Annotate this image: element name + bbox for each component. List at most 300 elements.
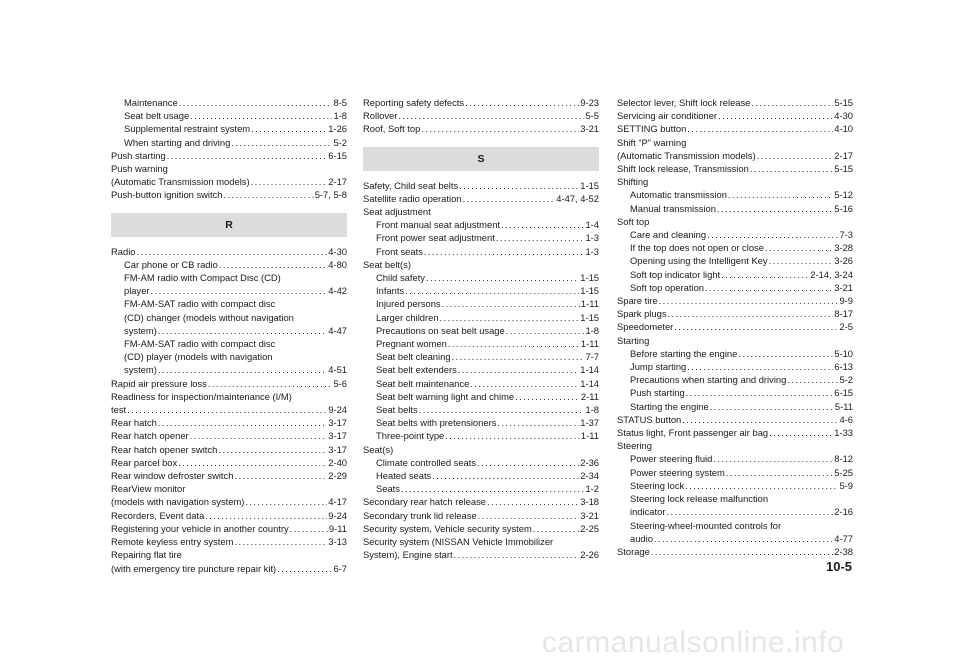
dot-leader: [158, 363, 327, 376]
index-entry-text: Opening using the Intelligent Key: [630, 255, 768, 267]
index-entry: [111, 297, 347, 337]
dot-leader: [666, 505, 833, 518]
index-entry: [617, 413, 853, 426]
index-entry: [617, 96, 853, 109]
index-entry-text: Rear hatch opener switch: [111, 443, 218, 455]
index-entry-page: 4-30: [834, 110, 853, 122]
index-entry-text: Seat belt(s): [363, 258, 411, 270]
index-entry-page: 4-51: [328, 364, 347, 376]
index-entry-page: 4-77: [834, 532, 853, 544]
index-entry-text: Soft top indicator light: [630, 268, 721, 280]
index-entry-text: Shift “P” warning: [617, 136, 687, 148]
index-entry-text: STATUS button: [617, 413, 682, 425]
index-entry-text: Soft top: [617, 215, 650, 227]
index-entry: [363, 284, 599, 297]
index-entry: [617, 347, 853, 360]
index-entry-text: Steering lock release malfunction: [630, 493, 769, 505]
index-entry-page: 5-15: [834, 163, 853, 175]
index-entry-text: Seat(s): [363, 443, 394, 455]
index-entry-page: 3-21: [580, 509, 599, 521]
dot-leader: [127, 403, 327, 416]
index-entry: [363, 469, 599, 482]
index-entry-page: 4-42: [328, 285, 347, 297]
index-entry: [617, 136, 853, 162]
index-entry-page: 1-37: [580, 417, 599, 429]
dot-leader: [787, 373, 838, 386]
dot-leader: [682, 413, 838, 426]
index-entry-page: 5-6: [333, 377, 347, 389]
index-entry: [617, 215, 853, 228]
dot-leader: [251, 175, 328, 188]
dot-leader: [245, 495, 327, 508]
index-entry-text: Seat belt extenders: [376, 364, 457, 376]
dot-leader: [686, 386, 834, 399]
index-entry-page: 1-14: [580, 364, 599, 376]
index-entry-page: 1-4: [585, 219, 599, 231]
index-entry: [363, 522, 599, 535]
index-entry-text: Registering your vehicle in another country: [111, 522, 289, 534]
dot-leader: [421, 122, 579, 135]
index-entry-page: 6-7: [333, 562, 347, 574]
index-entry: [617, 281, 853, 294]
index-entry: [617, 320, 853, 333]
index-entry-text: Seat belt maintenance: [376, 377, 470, 389]
index-entry: [111, 456, 347, 469]
index-entry: [111, 109, 347, 122]
index-entry-text: When starting and driving: [124, 136, 231, 148]
index-entry-text: Rear window defroster switch: [111, 470, 234, 482]
index-entry: [363, 429, 599, 442]
dot-leader: [769, 254, 834, 267]
dot-leader: [440, 311, 580, 324]
index-entry-text: Climate controlled seats: [376, 456, 477, 468]
index-entry-text: Seat belt usage: [124, 110, 190, 122]
dot-leader: [445, 429, 580, 442]
index-entry: [617, 439, 853, 452]
index-entry-text: (with emergency tire puncture repair kit): [111, 562, 277, 574]
index-entry-text: Rear hatch: [111, 417, 157, 429]
index-entry-text: Readiness for inspection/maintenance (I/M): [111, 390, 292, 402]
index-entry: [617, 307, 853, 320]
index-entry-text: Recorders, Event data: [111, 509, 205, 521]
index-entry: [111, 122, 347, 135]
dot-leader: [674, 320, 838, 333]
index-entry-page: 2-38: [834, 545, 853, 557]
index-entry: [617, 519, 853, 545]
index-entry: [617, 241, 853, 254]
index-entry: [363, 122, 599, 135]
dot-leader: [497, 416, 579, 429]
index-entry: [363, 205, 599, 218]
dot-leader: [707, 228, 838, 241]
index-entry: [111, 245, 347, 258]
index-entry-text: Starting: [617, 334, 650, 346]
dot-leader: [208, 377, 333, 390]
index-entry: [111, 162, 347, 188]
dot-leader: [158, 416, 327, 429]
index-entry: [111, 429, 347, 442]
dot-leader: [728, 188, 833, 201]
dot-leader: [426, 271, 579, 284]
index-entry-page: 4-80: [328, 258, 347, 270]
index-entry-page: 5-15: [834, 97, 853, 108]
index-entry-text: player: [124, 285, 150, 297]
index-entry-page: 4-47: [328, 324, 347, 336]
dot-leader: [459, 179, 579, 192]
index-entry-page: 1-8: [585, 324, 599, 336]
index-entry-text: (models with navigation system): [111, 496, 245, 508]
index-entry-text: Push-button ignition switch: [111, 189, 223, 201]
index-entry-text: Steering: [617, 440, 652, 452]
dot-leader: [769, 426, 833, 439]
index-entry-page: 5-5: [585, 110, 599, 122]
index-entry: [617, 545, 853, 558]
index-entry: [617, 162, 853, 175]
index-entry-text: Spark plugs: [617, 308, 667, 320]
index-entry: [363, 258, 599, 271]
index-entry-page: 4-47, 4-52: [556, 192, 599, 204]
dot-leader: [738, 347, 833, 360]
index-entry-page: 1-3: [585, 232, 599, 244]
index-entry: [111, 509, 347, 522]
index-entry: [363, 311, 599, 324]
dot-leader: [713, 452, 833, 465]
index-entry-page: 3-28: [834, 242, 853, 254]
index-entry-text: test: [111, 404, 127, 416]
index-entry-page: 9-9: [839, 295, 853, 307]
dot-leader: [515, 390, 580, 403]
dot-leader: [477, 456, 579, 469]
dot-leader: [448, 337, 580, 350]
index-entry: [617, 400, 853, 413]
dot-leader: [751, 96, 833, 109]
index-entry-text: (CD) changer (models without navigation: [124, 311, 294, 323]
dot-leader: [721, 268, 809, 281]
index-entry-page: 2-40: [328, 456, 347, 468]
index-entry-text: Remote keyless entry system: [111, 536, 234, 548]
index-entry: [617, 254, 853, 267]
index-entry-text: Storage: [617, 545, 650, 557]
index-entry-text: Reporting safety defects: [363, 97, 465, 108]
index-entry: [111, 390, 347, 416]
index-entry-page: 1-26: [328, 123, 347, 135]
dot-leader: [501, 218, 584, 231]
index-entry-text: Power steering fluid: [630, 453, 713, 465]
dot-leader: [454, 548, 580, 561]
index-entry-text: Pregnant women: [376, 338, 447, 350]
index-entry-page: 5-16: [834, 202, 853, 214]
index-entry-page: 2-16: [834, 506, 853, 518]
index-entry-page: 6-13: [834, 361, 853, 373]
index-entry-text: audio: [630, 532, 653, 544]
index-column-2: [363, 96, 599, 562]
index-entry-page: 1-11: [580, 298, 599, 310]
index-entry-page: 3-26: [834, 255, 853, 267]
index-entry-text: Servicing air conditioner: [617, 110, 718, 122]
index-entry: [111, 96, 347, 109]
index-entry: [363, 324, 599, 337]
index-entry-text: Satellite radio operation: [363, 192, 462, 204]
dot-leader: [224, 188, 314, 201]
dot-leader: [685, 479, 838, 492]
index-entry-page: 5-12: [834, 189, 853, 201]
index-entry-page: 4-6: [839, 413, 853, 425]
index-entry-page: 3-17: [328, 417, 347, 429]
index-entry-page: 2-17: [328, 176, 347, 188]
index-entry: [111, 258, 347, 271]
index-entry: [617, 373, 853, 386]
index-entry-page: 3-18: [580, 496, 599, 508]
dot-leader: [710, 400, 834, 413]
index-entry-text: Precautions when starting and driving: [630, 374, 787, 386]
dot-leader: [687, 122, 833, 135]
index-entry-text: Maintenance: [124, 97, 178, 108]
index-entry-text: Seats: [376, 483, 400, 495]
index-entry: [617, 122, 853, 135]
index-entry-page: 1-15: [580, 285, 599, 297]
index-entry: [363, 363, 599, 376]
dot-leader: [717, 202, 833, 215]
dot-leader: [458, 363, 579, 376]
index-entry-page: 3-17: [328, 430, 347, 442]
index-entry-text: Seat adjustment: [363, 206, 431, 218]
index-entry-page: 7-3: [839, 229, 853, 241]
index-entry-text: System), Engine start: [363, 549, 453, 561]
index-entry: [363, 231, 599, 244]
index-entry: [617, 479, 853, 492]
index-entry: [363, 403, 599, 416]
index-entry-text: Starting the engine: [630, 400, 709, 412]
index-entry-page: 1-3: [585, 245, 599, 257]
index-entry: [363, 535, 599, 561]
section-header: R: [111, 213, 347, 237]
index-entry-text: Care and cleaning: [630, 229, 707, 241]
dot-leader: [765, 241, 833, 254]
index-entry-page: 8-12: [834, 453, 853, 465]
index-entry-page: 5-11: [834, 400, 853, 412]
index-entry-text: Secondary rear hatch release: [363, 496, 486, 508]
index-entry-page: 5-2: [839, 374, 853, 386]
index-entry-text: Seat belt cleaning: [376, 351, 451, 363]
index-entry: [363, 297, 599, 310]
index-entry: [617, 175, 853, 188]
dot-leader: [654, 532, 833, 545]
index-entry: [617, 360, 853, 373]
index-entry-text: Manual transmission: [630, 202, 716, 214]
index-entry-page: 2-11: [580, 390, 599, 402]
index-entry-text: Repairing flat tire: [111, 549, 182, 561]
dot-leader: [506, 324, 585, 337]
index-entry: [363, 443, 599, 456]
index-entry-page: 3-17: [328, 443, 347, 455]
index-entry-page: 1-15: [580, 272, 599, 284]
index-entry-text: Soft top operation: [630, 281, 705, 293]
index-entry-page: 1-8: [333, 110, 347, 122]
index-entry: [363, 456, 599, 469]
index-entry: [617, 202, 853, 215]
index-entry: [363, 495, 599, 508]
dot-leader: [718, 109, 833, 122]
index-entry-text: Front manual seat adjustment: [376, 219, 501, 231]
index-entry-page: 3-13: [328, 536, 347, 548]
dot-leader: [487, 495, 579, 508]
index-entry-page: 6-15: [328, 149, 347, 161]
index-entry-text: Speedometer: [617, 321, 674, 333]
section-header: S: [363, 147, 599, 171]
index-entry-text: Automatic transmission: [630, 189, 727, 201]
index-entry: [111, 469, 347, 482]
dot-leader: [442, 297, 580, 310]
index-entry: [111, 548, 347, 574]
index-entry-text: (Automatic Transmission models): [111, 176, 250, 188]
dot-leader: [478, 509, 580, 522]
dot-leader: [158, 324, 327, 337]
index-entry-page: 5-10: [834, 347, 853, 359]
dot-leader: [659, 294, 839, 307]
index-entry-text: Security system, Vehicle security system: [363, 522, 532, 534]
index-entry-text: Steering-wheel-mounted controls for: [630, 519, 782, 531]
index-entry-page: 9-11: [328, 522, 347, 534]
index-entry: [111, 337, 347, 377]
index-entry: [617, 466, 853, 479]
index-entry-text: Three-point type: [376, 430, 445, 442]
index-entry: [111, 482, 347, 508]
dot-leader: [465, 96, 579, 109]
index-entry-page: 5-2: [333, 136, 347, 148]
index-entry-text: Push starting: [111, 149, 166, 161]
index-entry-page: 2-25: [580, 522, 599, 534]
dot-leader: [179, 96, 333, 109]
dot-leader: [533, 522, 579, 535]
dot-leader: [234, 535, 327, 548]
index-entry-page: 4-30: [328, 245, 347, 257]
index-entry: [617, 268, 853, 281]
index-entry-page: 5-7, 5-8: [314, 189, 347, 201]
index-entry-page: 2-26: [580, 549, 599, 561]
dot-leader: [651, 545, 833, 558]
dot-leader: [190, 109, 332, 122]
index-entry-page: 1-33: [834, 427, 853, 439]
index-entry-page: 1-15: [580, 311, 599, 323]
index-entry-page: 6-15: [834, 387, 853, 399]
index-entry-text: Precautions on seat belt usage: [376, 324, 505, 336]
index-entry-text: Seat belt warning light and chime: [376, 390, 515, 402]
dot-leader: [151, 284, 328, 297]
dot-leader: [290, 522, 328, 535]
index-entry-text: system): [124, 364, 157, 376]
index-entry: [111, 149, 347, 162]
index-entry: [363, 179, 599, 192]
dot-leader: [218, 443, 327, 456]
index-entry-text: Front power seat adjustment: [376, 232, 495, 244]
index-entry: [363, 96, 599, 109]
index-entry: [363, 350, 599, 363]
page-number: 10-5: [826, 559, 853, 574]
dot-leader: [231, 136, 332, 149]
index-entry: [617, 386, 853, 399]
index-entry-page: 4-10: [834, 123, 853, 135]
index-entry-text: Security system (NISSAN Vehicle Immobilizer: [363, 536, 554, 548]
dot-leader: [432, 469, 579, 482]
index-entry: [617, 109, 853, 122]
index-entry: [111, 416, 347, 429]
index-entry: [111, 271, 347, 297]
dot-leader: [167, 149, 328, 162]
index-entry: [363, 390, 599, 403]
index-entry: [363, 109, 599, 122]
index-entry: [111, 188, 347, 201]
index-entry: [617, 228, 853, 241]
index-entry-page: 2-5: [839, 321, 853, 333]
index-entry-text: Steering lock: [630, 479, 685, 491]
index-entry-text: Jump starting: [630, 361, 687, 373]
index-entry: [363, 416, 599, 429]
dot-leader: [687, 360, 833, 373]
index-column-1: [111, 96, 347, 575]
index-entry: [111, 443, 347, 456]
index-entry-text: Roof, Soft top: [363, 123, 421, 135]
index-entry-text: Larger children: [376, 311, 439, 323]
index-entry-text: Rear parcel box: [111, 456, 178, 468]
index-entry-page: 1-15: [580, 179, 599, 191]
dot-leader: [496, 231, 585, 244]
index-entry: [363, 271, 599, 284]
index-entry-page: 1-11: [580, 338, 599, 350]
index-entry-text: RearView monitor: [111, 483, 186, 495]
index-entry-page: 1-11: [580, 430, 599, 442]
index-entry-text: Shift lock release, Transmission: [617, 163, 749, 175]
dot-leader: [705, 281, 833, 294]
dot-leader: [419, 403, 585, 416]
index-entry-text: Status light, Front passenger air bag: [617, 427, 769, 439]
index-entry: [363, 218, 599, 231]
dot-leader: [219, 258, 327, 271]
index-entry-text: (Automatic Transmission models): [617, 149, 756, 161]
index-entry: [111, 377, 347, 390]
index-entry-page: 5-25: [834, 466, 853, 478]
index-column-3: [617, 96, 853, 558]
index-entry-page: 3-21: [580, 123, 599, 135]
index-entry-text: Rapid air pressure loss: [111, 377, 207, 389]
dot-leader: [750, 162, 833, 175]
dot-leader: [205, 509, 327, 522]
index-entry-text: Safety, Child seat belts: [363, 179, 459, 191]
index-entry: [363, 337, 599, 350]
index-entry-text: system): [124, 324, 157, 336]
index-entry-text: Seat belts: [376, 404, 418, 416]
index-entry-text: Selector lever, Shift lock release: [617, 97, 751, 108]
index-entry-text: Heated seats: [376, 470, 432, 482]
index-entry: [111, 522, 347, 535]
index-entry-text: Radio: [111, 245, 136, 257]
index-entry-text: Rear hatch opener: [111, 430, 189, 442]
dot-leader: [452, 350, 585, 363]
index-entry-page: 2-34: [580, 470, 599, 482]
index-entry-page: 7-7: [585, 351, 599, 363]
index-entry-text: Spare tire: [617, 295, 658, 307]
dot-leader: [137, 245, 328, 258]
index-entry: [363, 245, 599, 258]
index-entry-text: indicator: [630, 506, 666, 518]
dot-leader: [277, 562, 332, 575]
dot-leader: [668, 307, 834, 320]
index-entry-page: 5-9: [839, 479, 853, 491]
index-entry-text: Secondary trunk lid release: [363, 509, 477, 521]
index-entry: [111, 535, 347, 548]
index-entry: [617, 426, 853, 439]
index-entry: [617, 294, 853, 307]
dot-leader: [463, 192, 556, 205]
